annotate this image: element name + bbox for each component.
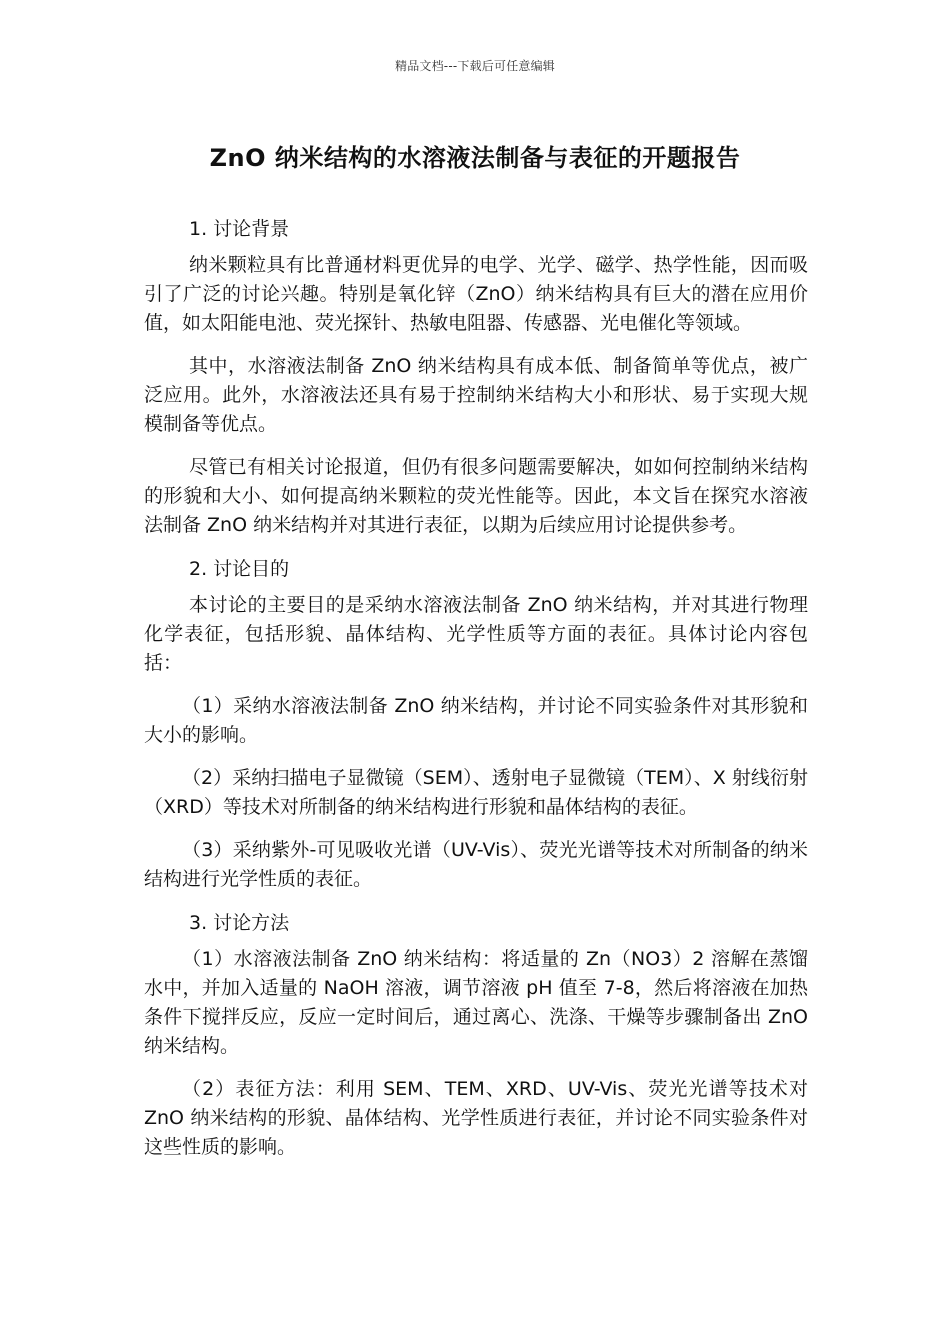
paragraph: 本讨论的主要目的是采纳水溶液法制备 ZnO 纳米结构，并对其进行物理化学表征，包括形貌、晶体结构、光学性质等方面的表征。具体讨论内容包括： bbox=[144, 594, 808, 674]
section-background bbox=[144, 214, 808, 540]
list-item: （1）采纳水溶液法制备 ZnO 纳米结构，并讨论不同实验条件对其形貌和大小的影响。 bbox=[144, 695, 808, 746]
list-item: （2）表征方法：利用 SEM、TEM、XRD、UV-Vis、荧光光谱等技术对 ZnO 纳米结构的形貌、晶体结构、光学性质进行表征，并讨论不同实验条件对这些性质的影响。 bbox=[144, 1078, 808, 1158]
section-purpose bbox=[144, 554, 808, 894]
paragraph: 其中，水溶液法制备 ZnO 纳米结构具有成本低、制备简单等优点，被广泛应用。此外，水溶液法还具有易于控制纳米结构大小和形状、易于实现大规模制备等优点。 bbox=[144, 355, 808, 435]
section-heading: 2. 讨论目的 bbox=[189, 558, 290, 580]
paragraph: 尽管已有相关讨论报道，但仍有很多问题需要解决，如如何控制纳米结构的形貌和大小、如何提高纳米颗粒的荧光性能等。因此，本文旨在探究水溶液法制备 ZnO 纳米结构并对其进行表征，以期为后续应用讨论提供参考。 bbox=[144, 456, 808, 536]
section-method bbox=[144, 908, 808, 1162]
list-item: （3）采纳紫外-可见吸收光谱（UV-Vis）、荧光光谱等技术对所制备的纳米结构进行光学性质的表征。 bbox=[144, 839, 808, 890]
section-heading: 3. 讨论方法 bbox=[189, 912, 290, 934]
paragraph: 纳米颗粒具有比普通材料更优异的电学、光学、磁学、热学性能，因而吸引了广泛的讨论兴趣。特别是氧化锌（ZnO）纳米结构具有巨大的潜在应用价值，如太阳能电池、荧光探针、热敏电阻器、传感器、光电催化等领域。 bbox=[144, 254, 808, 334]
header-note: 精品文档---下载后可任意编辑 bbox=[395, 59, 555, 73]
document-title: ZnO 纳米结构的水溶液法制备与表征的开题报告 bbox=[209, 144, 741, 172]
document-body bbox=[144, 214, 808, 1176]
section-heading: 1. 讨论背景 bbox=[189, 218, 290, 240]
list-item: （1）水溶液法制备 ZnO 纳米结构：将适量的 Zn（NO3）2 溶解在蒸馏水中，并加入适量的 NaOH 溶液，调节溶液 pH 值至 7-8，然后将溶液在加热条件下搅拌反应，反应一定时间后，通过离心、洗涤、干燥等步骤制备出 ZnO 纳米结构。 bbox=[144, 948, 808, 1057]
list-item: （2）采纳扫描电子显微镜（SEM）、透射电子显微镜（TEM）、X 射线衍射（XRD）等技术对所制备的纳米结构进行形貌和晶体结构的表征。 bbox=[144, 767, 808, 818]
